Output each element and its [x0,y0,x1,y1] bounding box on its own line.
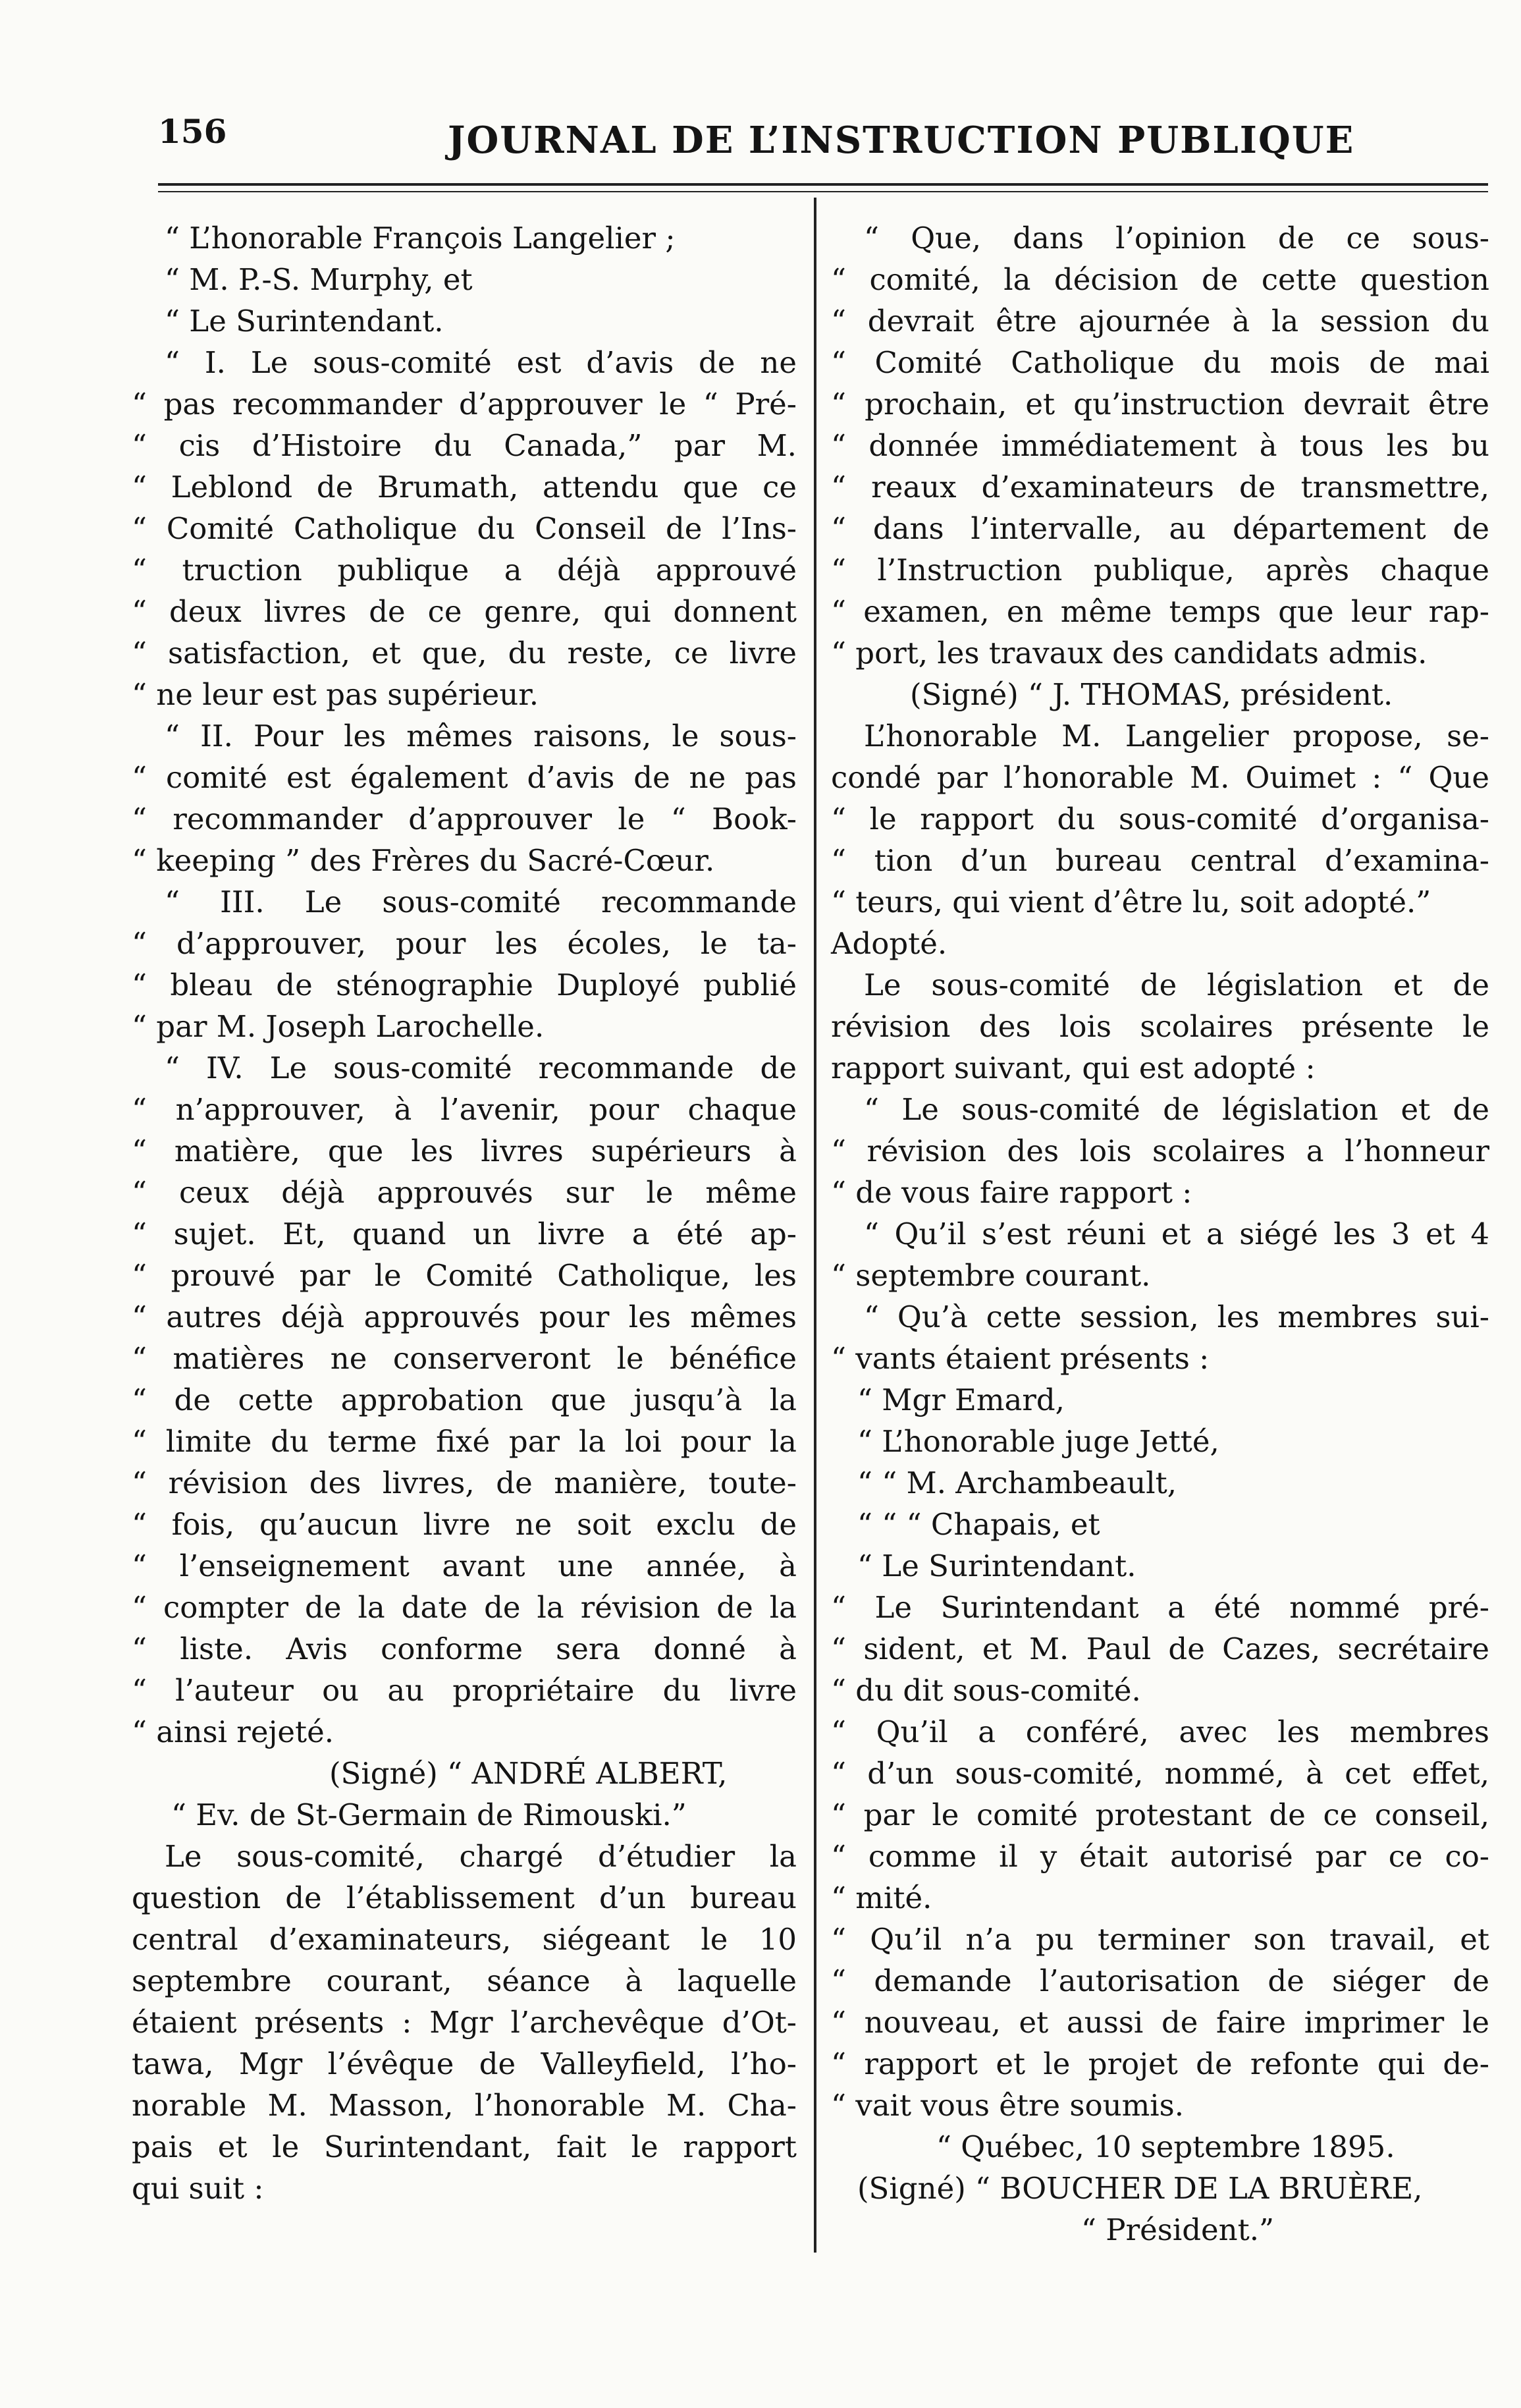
text-line: “ Qu’il s’est réuni et a siégé les 3 et 4 [864,1217,1489,1251]
text-line: “ reaux d’examinateurs de transmettre, [831,470,1489,505]
text-line: “ III. Le sous-comité recommande [165,885,797,919]
text-line: (Signé) “ BOUCHER DE LA BRUÈRE, [857,2171,1423,2206]
text-line: “ révision des livres, de manière, toute- [132,1465,797,1500]
text-line: “ Québec, 10 septembre 1895. [936,2129,1395,2164]
text-line: “ Qu’il n’a pu terminer son travail, et [831,1922,1489,1957]
text-line: “ sident, et M. Paul de Cazes, secrétaire [831,1631,1489,1666]
text-line: “ mité. [831,1880,932,1915]
text-line: “ septembre courant. [831,1258,1151,1293]
text-line: condé par l’honorable M. Ouimet : “ Que [831,760,1489,795]
text-line: “ ainsi rejeté. [132,1714,334,1749]
text-line: “ fois, qu’aucun livre ne soit exclu de [132,1507,797,1542]
text-line: “ de vous faire rapport : [831,1175,1192,1210]
text-line: “ L’honorable François Langelier ; [165,221,676,256]
text-line: “ Leblond de Brumath, attendu que ce [132,470,797,505]
text-line: “ recommander d’approuver le “ Book- [132,802,797,836]
text-line: “ M. P.-S. Murphy, et [165,262,473,297]
text-line: “ nouveau, et aussi de faire imprimer le [831,2005,1489,2040]
text-line: “ liste. Avis conforme sera donné à [132,1631,797,1666]
text-line: “ de cette approbation que jusqu’à la [132,1382,797,1417]
text-line: “ prochain, et qu’instruction devrait être [831,387,1489,422]
text-line: tawa, Mgr l’évêque de Valleyfield, l’ho- [132,2046,797,2081]
text-line: “ vait vous être soumis. [831,2088,1185,2123]
text-line: “ devrait être ajournée à la session du [831,304,1489,339]
header-rule-thin [158,191,1488,192]
page-number: 156 [158,112,227,151]
text-line: “ l’enseignement avant une année, à [132,1548,797,1583]
text-line: “ n’approuver, à l’avenir, pour chaque [132,1092,797,1127]
text-line: “ le rapport du sous-comité d’organisa- [831,802,1489,836]
text-line: “ matières ne conserveront le bénéfice [132,1341,797,1376]
text-line: question de l’établissement d’un bureau [132,1880,797,1915]
text-line: “ port, les travaux des candidats admis. [831,636,1428,670]
text-line: “ matière, que les livres supérieurs à [132,1134,797,1168]
text-line: “ l’auteur ou au propriétaire du livre [132,1673,797,1708]
text-line: “ satisfaction, et que, du reste, ce livre [132,636,797,670]
text-line: L’honorable M. Langelier propose, se- [864,719,1489,753]
text-line: révision des lois scolaires présente le [831,1009,1489,1044]
text-line: “ comme il y était autorisé par ce co- [831,1839,1489,1874]
text-line: “ d’un sous-comité, nommé, à cet effet, [831,1756,1489,1791]
text-line: “ Comité Catholique du Conseil de l’Ins- [132,511,797,546]
text-line: “ “ M. Archambeault, [857,1465,1177,1500]
right-column [831,217,1489,2251]
text-line: Le sous-comité de législation et de [864,968,1489,1002]
text-line: Le sous-comité, chargé d’étudier la [165,1839,797,1874]
text-line: “ “ “ Chapais, et [857,1507,1100,1542]
text-line: “ donnée immédiatement à tous les bu [831,428,1489,463]
text-line: “ Que, dans l’opinion de ce sous- [864,221,1489,256]
text-line: “ Qu’il a conféré, avec les membres [831,1714,1489,1749]
left-column [132,217,797,2209]
text-line: “ truction publique a déjà approuvé [132,553,797,588]
text-line: “ Qu’à cette session, les membres sui- [864,1300,1489,1334]
text-line: “ teurs, qui vient d’être lu, soit adopté.” [831,885,1431,919]
text-line: “ du dit sous-comité. [831,1673,1141,1708]
text-line: “ rapport et le projet de refonte qui de- [831,2046,1489,2081]
text-line: “ par M. Joseph Larochelle. [132,1009,545,1044]
text-line: “ par le comité protestant de ce conseil, [831,1797,1489,1832]
text-line: (Signé) “ ANDRÉ ALBERT, [329,1756,728,1791]
text-line: “ dans l’intervalle, au département de [831,511,1489,546]
text-line: “ Le Surintendant. [857,1548,1136,1583]
text-line: “ comité est également d’avis de ne pas [132,760,797,795]
text-line: “ tion d’un bureau central d’examina- [831,843,1489,878]
text-line: “ IV. Le sous-comité recommande de [165,1051,797,1085]
text-line: “ compter de la date de la révision de la [132,1590,797,1625]
text-line: qui suit : [132,2171,264,2206]
text-line: “ Le sous-comité de législation et de [864,1092,1489,1127]
text-line: “ pas recommander d’approuver le “ Pré- [132,387,797,422]
text-line: “ sujet. Et, quand un livre a été ap- [132,1217,797,1251]
text-line: “ autres déjà approuvés pour les mêmes [132,1300,797,1334]
text-line: norable M. Masson, l’honorable M. Cha- [132,2088,797,2123]
text-line: “ prouvé par le Comité Catholique, les [132,1258,797,1293]
text-line: “ vants étaient présents : [831,1341,1210,1376]
text-line: “ l’Instruction publique, après chaque [831,553,1489,588]
text-line: “ keeping ” des Frères du Sacré-Cœur. [132,843,715,878]
text-line: “ demande l’autorisation de siéger de [831,1963,1489,1998]
text-line: Adopté. [831,926,947,961]
text-line: “ ne leur est pas supérieur. [132,677,539,712]
text-line: “ Ev. de St-Germain de Rimouski.” [171,1797,687,1832]
text-line: “ deux livres de ce genre, qui donnent [132,594,797,629]
text-line: “ bleau de sténographie Duployé publié [132,968,797,1002]
text-line: “ examen, en même temps que leur rap- [831,594,1489,629]
text-line: “ II. Pour les mêmes raisons, le sous- [165,719,797,753]
text-line: “ cis d’Histoire du Canada,” par M. [132,428,797,463]
text-line: “ Comité Catholique du mois de mai [831,345,1489,380]
text-line: “ Le Surintendant. [165,304,444,339]
text-line: “ L’honorable juge Jetté, [857,1424,1219,1459]
text-line: “ révision des lois scolaires a l’honneur [831,1134,1489,1168]
text-line: “ Mgr Emard, [857,1382,1065,1417]
text-line: “ comité, la décision de cette question [831,262,1489,297]
text-line: “ ceux déjà approuvés sur le même [132,1175,797,1210]
column-divider [814,198,816,2253]
text-line: (Signé) “ J. THOMAS, président. [910,677,1393,712]
text-line: pais et le Surintendant, fait le rapport [132,2129,797,2164]
text-line: “ Président.” [1081,2212,1275,2247]
text-line: “ I. Le sous-comité est d’avis de ne [165,345,797,380]
text-line: “ d’approuver, pour les écoles, le ta- [132,926,797,961]
text-line: “ limite du terme fixé par la loi pour la [132,1424,797,1459]
text-line: rapport suivant, qui est adopté : [831,1051,1316,1085]
text-line: étaient présents : Mgr l’archevêque d’Ot- [132,2005,797,2040]
text-line: “ Le Surintendant a été nommé pré- [831,1590,1489,1625]
header-rule [158,183,1488,186]
journal-title: JOURNAL DE L’INSTRUCTION PUBLIQUE [448,119,1355,162]
text-line: central d’examinateurs, siégeant le 10 [132,1922,797,1957]
page-header [158,112,1501,171]
text-line: septembre courant, séance à laquelle [132,1963,797,1998]
